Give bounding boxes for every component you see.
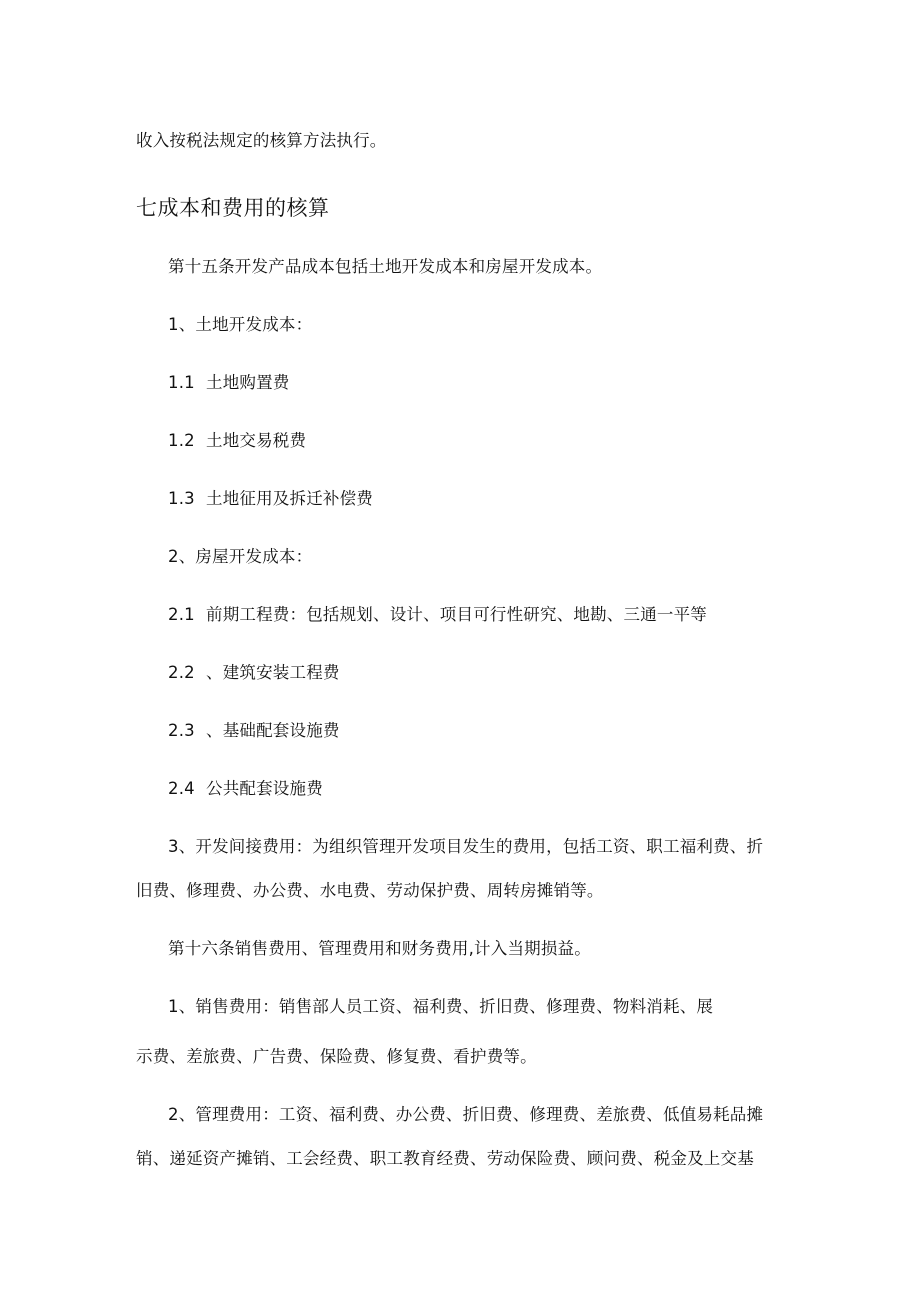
indirect-cost-line-2: 旧费、修理费、办公费、水电费、劳动保护费、周转房摊销等。 [136,881,604,900]
land-cost-item [168,489,373,509]
item-number: 2.1 [168,605,195,624]
selling-expense-line-1: 1、销售费用：销售部人员工资、福利费、折旧费、修理费、物料消耗、展 [168,997,714,1016]
item-text: 土地征用及拆迁补偿费 [206,489,373,508]
land-cost-title: 1、土地开发成本： [168,315,313,334]
item-text: 公共配套设施费 [206,779,323,798]
item-number: 2.3 [168,721,195,740]
continuation-text: 收入按税法规定的核算方法执行。 [136,131,387,150]
land-cost-item [168,373,290,393]
section-heading: 七成本和费用的核算 [136,196,330,220]
item-number: 2.4 [168,779,195,798]
house-cost-item [168,721,340,741]
item-number: 1.3 [168,489,195,508]
house-cost-item [168,663,340,683]
house-cost-item [168,779,323,799]
house-cost-item [168,605,707,625]
item-number: 2.2 [168,663,195,682]
item-number: 1.2 [168,431,195,450]
article-15-text: 第十五条开发产品成本包括土地开发成本和房屋开发成本。 [168,257,603,276]
article-16-text: 第十六条销售费用、管理费用和财务费用,计入当期损益。 [168,939,591,958]
item-text: 、建筑安装工程费 [206,663,340,682]
item-text: 土地购置费 [206,373,290,392]
selling-expense-line-2: 示费、差旅费、广告费、保险费、修复费、看护费等。 [136,1047,537,1066]
indirect-cost-line-1: 3、开发间接费用：为组织管理开发项目发生的费用，包括工资、职工福利费、折 [168,837,764,856]
item-number: 1.1 [168,373,195,392]
admin-expense-line-2: 销、递延资产摊销、工会经费、职工教育经费、劳动保险费、顾问费、税金及上交基 [136,1149,754,1168]
house-cost-title: 2、房屋开发成本： [168,547,313,566]
item-text: 前期工程费：包括规划、设计、项目可行性研究、地勘、三通一平等 [206,605,707,624]
land-cost-item [168,431,306,451]
item-text: 土地交易税费 [206,431,307,450]
item-text: 、基础配套设施费 [206,721,340,740]
admin-expense-line-1: 2、管理费用：工资、福利费、办公费、折旧费、修理费、差旅费、低值易耗品摊 [168,1105,764,1124]
